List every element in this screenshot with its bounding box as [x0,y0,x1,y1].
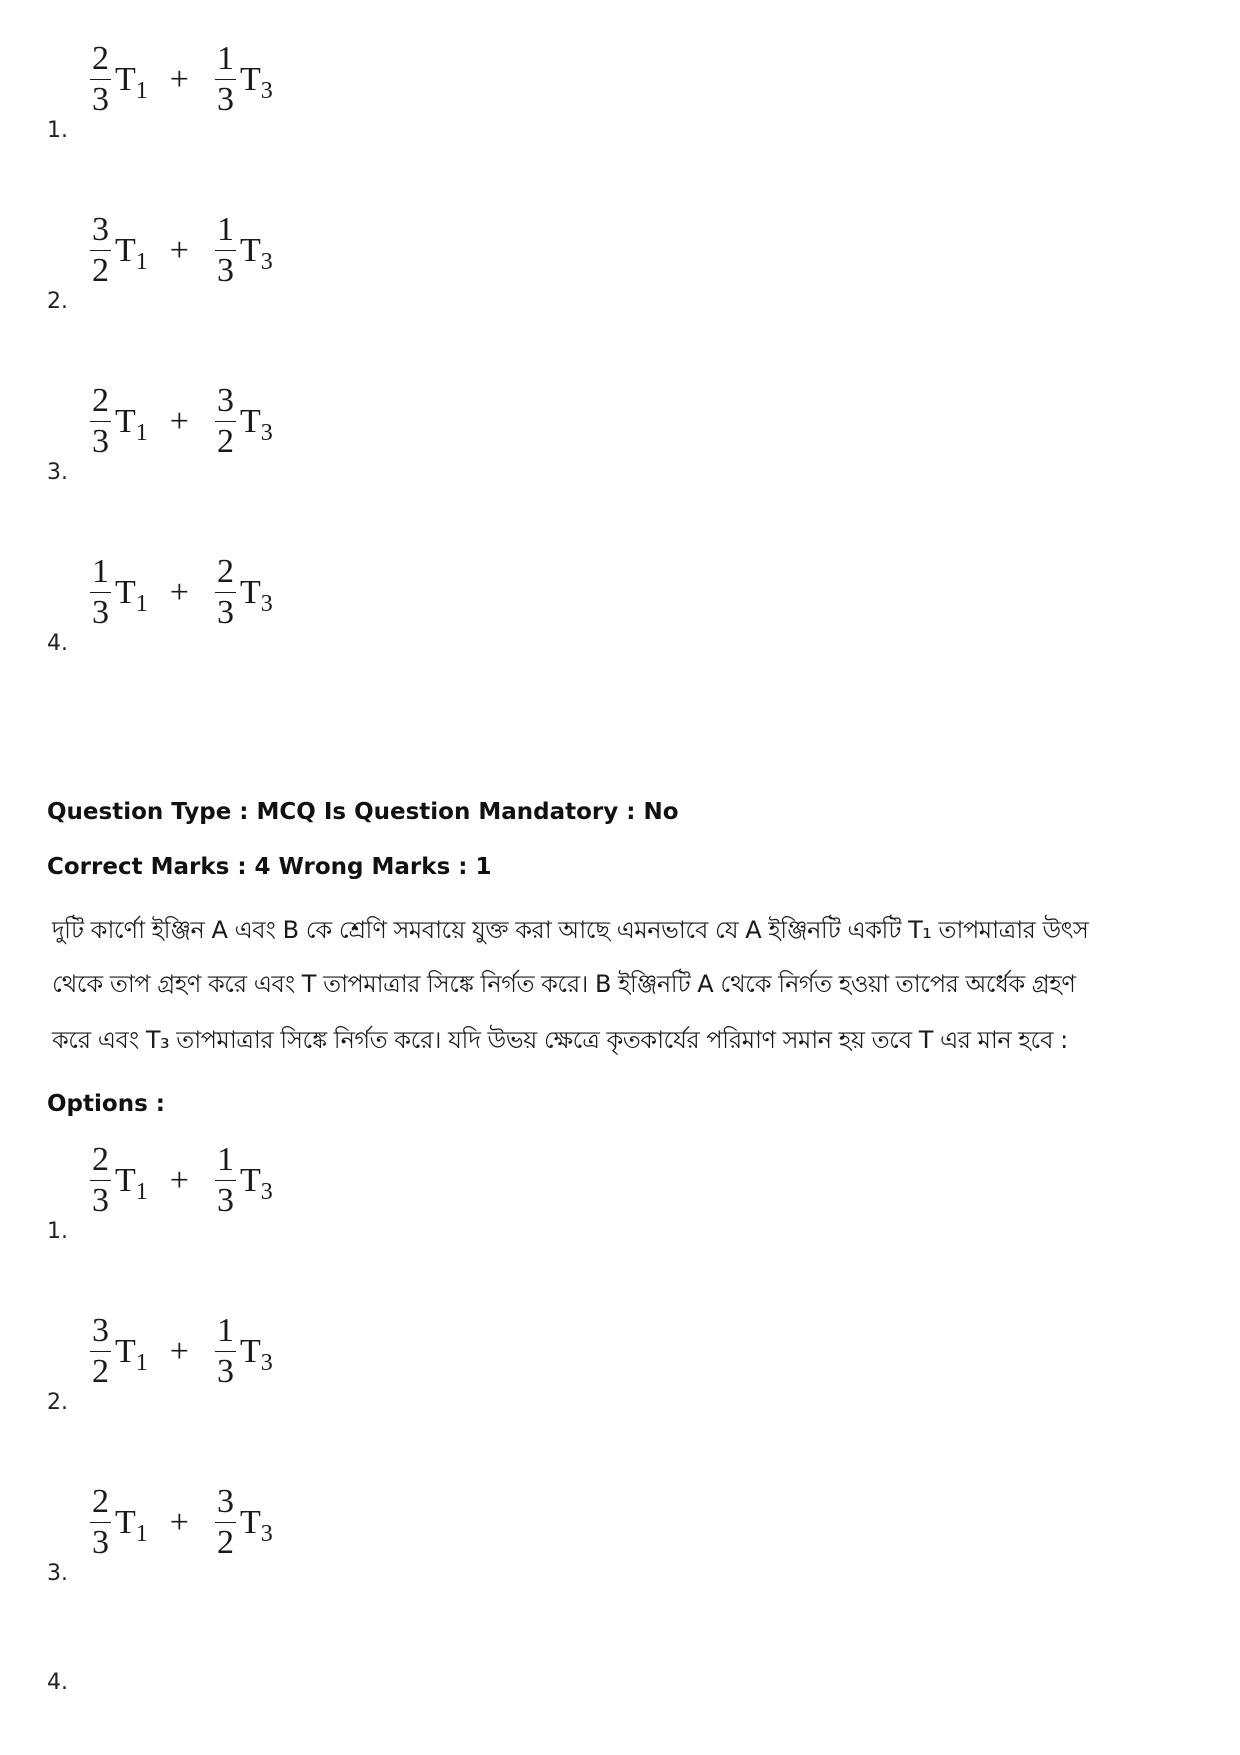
t3-term: T 3 [239,1161,273,1205]
fraction: $\frac{3}{2}$ [216,382,234,460]
option-number: 1. [47,1219,68,1244]
option-formula [90,1314,273,1389]
plus-sign: + [169,1161,189,1199]
fraction: $\frac{2}{3}$ [92,40,109,118]
marks-line: Correct Marks : 4 Wrong Marks : 1 [47,854,492,880]
fraction: $\frac{1}{3}$ [92,553,109,631]
plus-sign: + [169,402,189,440]
t3-term: T 3 [239,1503,273,1547]
t3-term: T 3 [239,231,273,275]
option-number: 2. [47,289,68,314]
option-formula [90,555,273,630]
option-formula [90,213,273,288]
t3-term: T 3 [239,1332,273,1376]
plus-sign: + [169,1332,189,1370]
fraction: $\frac{1}{3}$ [216,211,234,289]
option-number: 2. [47,1390,68,1415]
fraction: $\frac{2}{3}$ [92,1141,109,1219]
t1-term: T 1 [115,231,148,275]
fraction: $\frac{1}{3}$ [216,1312,234,1390]
t3-term: T 3 [239,402,273,446]
option-number: 4. [47,631,68,656]
option-formula [90,1485,273,1560]
plus-sign: + [169,60,189,98]
t1-term: T 1 [115,402,148,446]
plus-sign: + [169,1503,189,1541]
question-text-line-3: করে এবং T₃ তাপমাত্রার সিঙ্কে নির্গত করে। যদি উভয় ক্ষেত্রে কৃতকার্যের পরিমাণ সমান হয় তবে T এর মান হবে : [52,1026,1068,1054]
option-number: 1. [47,118,68,143]
t3-term: T 3 [239,573,273,617]
fraction: $\frac{3}{2}$ [92,1312,109,1390]
option-formula [90,384,273,459]
t1-term: T 1 [115,1332,148,1376]
question-type-line: Question Type : MCQ Is Question Mandatory : No [47,799,679,825]
question-text-line-2: থেকে তাপ গ্রহণ করে এবং T তাপমাত্রার সিঙ্কে নির্গত করে। B ইঞ্জিনটি A থেকে নির্গত হওয়া তাপের অর্ধেক গ্রহণ [52,970,1076,998]
option-number: 3. [47,1561,68,1586]
option-formula [90,42,273,117]
fraction: $\frac{1}{3}$ [216,1141,234,1219]
fraction: $\frac{2}{3}$ [216,553,234,631]
option-number: 4. [47,1670,68,1695]
t1-term: T 1 [115,60,148,104]
question-text-line-1: দুটি কার্ণো ইঞ্জিন A এবং B কে শ্রেণি সমবায়ে যুক্ত করা আছে এমনভাবে যে A ইঞ্জিনটি একটি T₁ তাপমাত্রার উৎস [52,916,1089,944]
t1-term: T 1 [115,573,148,617]
t1-term: T 1 [115,1503,148,1547]
option-number: 3. [47,460,68,485]
option-formula [90,1143,273,1218]
t1-term: T 1 [115,1161,148,1205]
plus-sign: + [169,231,189,269]
fraction: $\frac{1}{3}$ [216,40,234,118]
fraction: $\frac{3}{2}$ [216,1483,234,1561]
fraction: $\frac{3}{2}$ [92,211,109,289]
fraction: $\frac{2}{3}$ [92,1483,109,1561]
fraction: $\frac{2}{3}$ [92,382,109,460]
options-label: Options : [47,1091,165,1117]
t3-term: T 3 [239,60,273,104]
plus-sign: + [169,573,189,611]
